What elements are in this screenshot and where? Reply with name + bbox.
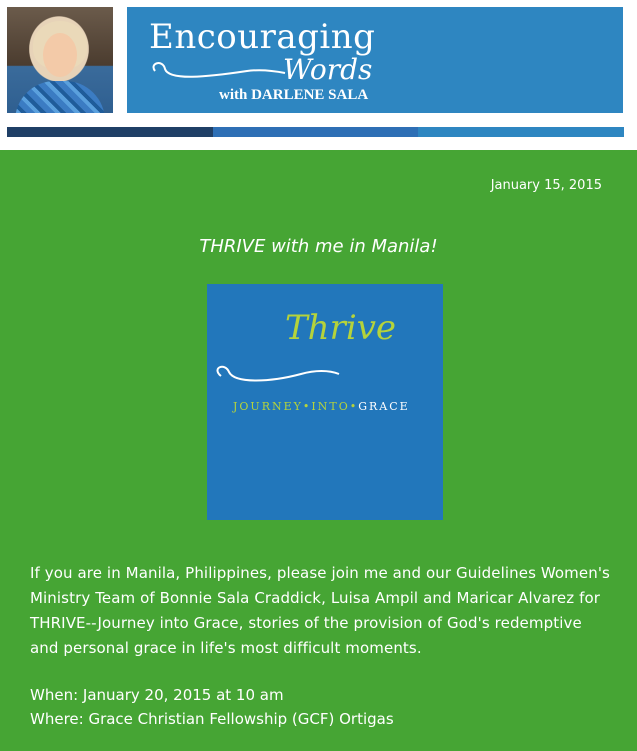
header-title-line2: Words [283, 53, 373, 86]
flourish-icon [211, 362, 341, 390]
post-body: If you are in Manila, Philippines, please join me and our Guidelines Women's Ministry Team of Bonnie Sala Craddick, Luisa Ampil and Maricar Alvarez for THRIVE--Journey into Grace, stories of the provision of God's redemptive and personal grace in life's most difficult moments. [30, 564, 610, 657]
header-title-line1: Encouraging [149, 17, 376, 57]
thrive-title: Thrive [285, 308, 397, 348]
email-header [0, 0, 637, 150]
header-banner [127, 7, 623, 113]
header-stripes [7, 127, 624, 137]
swirl-ornament-icon [147, 57, 287, 87]
event-when: When: January 20, 2015 at 10 am [30, 686, 284, 704]
author-photo [7, 7, 113, 113]
thrive-tagline: JOURNEY•INTO•GRACE [233, 400, 410, 413]
event-where: Where: Grace Christian Fellowship (GCF) Ortigas [30, 710, 394, 728]
post-headline: THRIVE with me in Manila! [199, 236, 438, 257]
header-subtitle: with DARLENE SALA [219, 87, 369, 103]
thrive-event-image [207, 284, 443, 520]
post-date: January 15, 2015 [490, 178, 602, 193]
